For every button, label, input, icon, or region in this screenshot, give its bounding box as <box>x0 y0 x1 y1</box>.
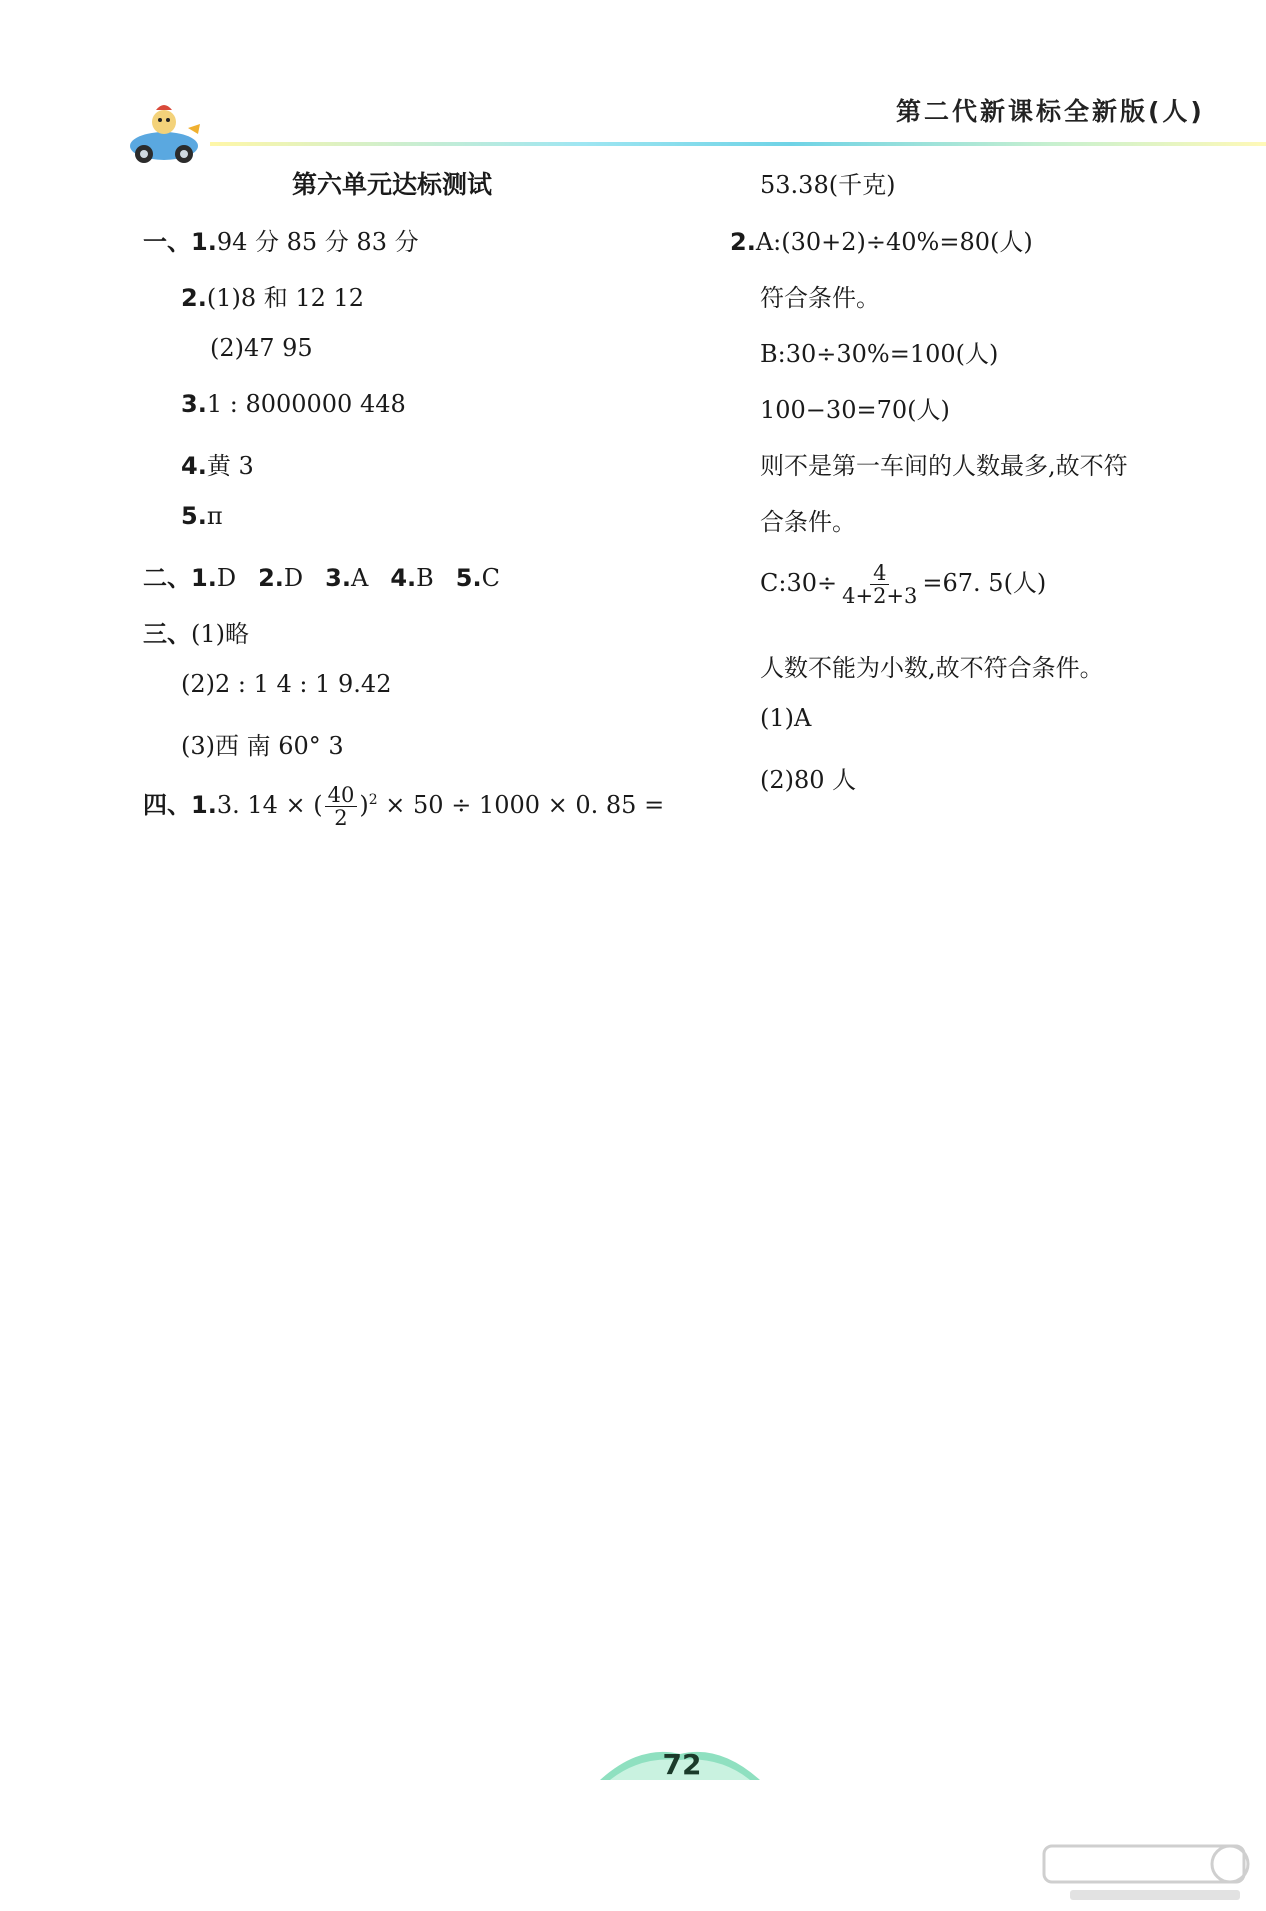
answer-4-1: 四、1.3. 14 × ( $\frac{40}{2}$ )$^2$ × 50 ÷ 1000 × 0. 85 = <box>143 783 665 831</box>
cartoon-car-logo-icon <box>124 98 204 168</box>
header-title: 第二代新课标全新版(人) <box>896 97 1205 126</box>
answer-1-5: 5.π <box>181 502 223 530</box>
answer-4-2-part-2: (2)80 人 <box>760 766 857 794</box>
answer-3-3: (3)西 南 60° 3 <box>181 732 344 760</box>
answer-1-2b: (2)47 95 <box>210 334 313 362</box>
answer-4-2c-note: 人数不能为小数,故不符合条件。 <box>760 654 1104 682</box>
answer-section-2: 二、1.D 2.D 3.A 4.B 5.C <box>143 564 500 592</box>
answer-4-2c: C:30÷ $\frac{4}{4+2+3}$ =67. 5(人) <box>760 561 1047 609</box>
answer-4-2-part-1: (1)A <box>760 704 812 732</box>
header-divider <box>210 142 1266 146</box>
page-number: 72 <box>662 1748 702 1781</box>
watermark-logo <box>1040 1840 1260 1906</box>
answer-4-2a-note: 符合条件。 <box>760 284 880 312</box>
answer-1-2a: 2.(1)8 和 12 12 <box>181 284 365 312</box>
fraction-4-over-sum: $\frac{4}{4+2+3}$ <box>842 561 918 609</box>
answer-4-2b-note-1: 则不是第一车间的人数最多,故不符 <box>760 452 1128 480</box>
answer-1-3: 3.1 : 8000000 448 <box>181 390 406 418</box>
answer-4-2b-calc: 100−30=70(人) <box>760 396 950 424</box>
answer-1-4: 4.黄 3 <box>181 452 254 480</box>
answer-3-2: (2)2 : 1 4 : 1 9.42 <box>181 670 392 698</box>
answer-4-1-result: 53.38(千克) <box>760 171 896 199</box>
answer-3-1: 三、(1)略 <box>143 620 249 648</box>
answer-1-1: 一、1.94 分 85 分 83 分 <box>143 228 419 256</box>
fraction-40-over-2: $\frac{40}{2}$ <box>325 784 358 829</box>
answer-4-2a: 2.A:(30+2)÷40%=80(人) <box>730 228 1033 256</box>
answer-4-2b-note-2: 合条件。 <box>760 508 856 536</box>
section-title: 第六单元达标测试 <box>292 170 493 199</box>
answer-4-2b: B:30÷30%=100(人) <box>760 340 999 368</box>
